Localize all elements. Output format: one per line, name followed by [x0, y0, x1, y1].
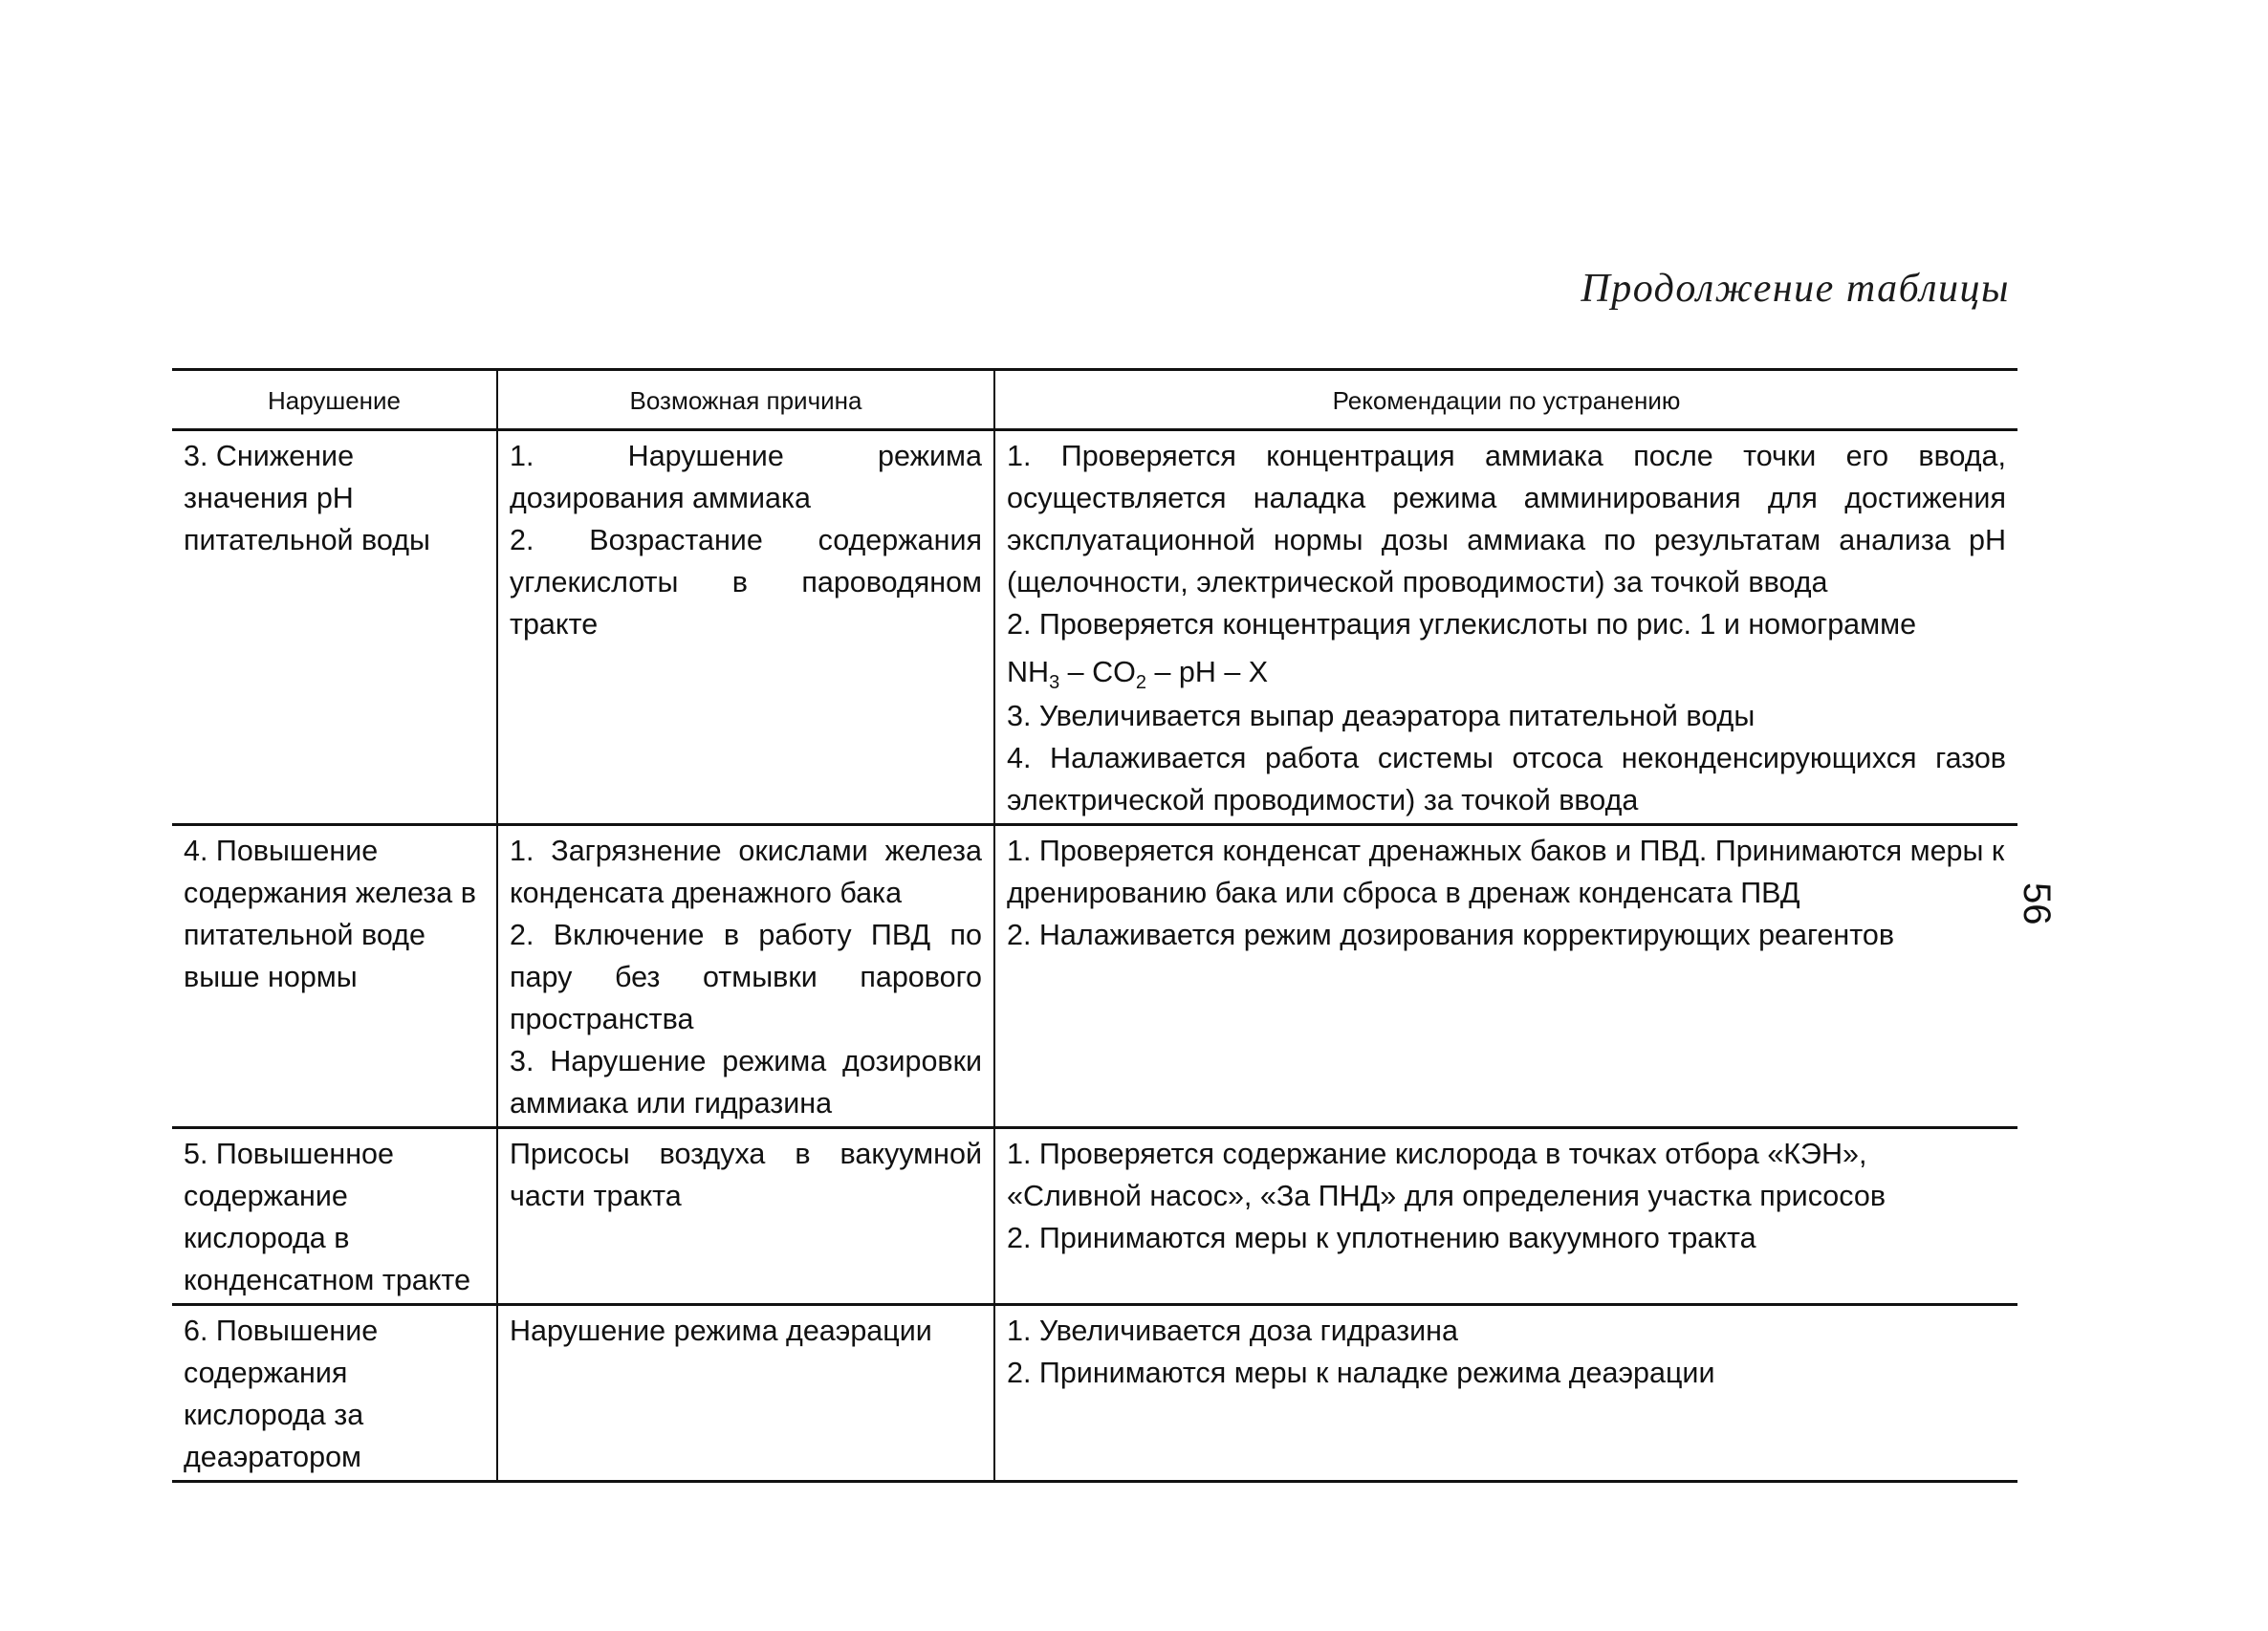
- header-cause: Возможная причина: [497, 370, 994, 430]
- recommendation-cell: [994, 825, 2017, 1128]
- cause-item: Присосы воздуха в вакуумной части тракта: [510, 1138, 982, 1212]
- cause-item: 1. Загрязнение окислами железа конденсата дренажного бака: [510, 835, 982, 909]
- violation-text: 4. Повышение содержания железа в питательной воде выше нормы: [184, 835, 476, 993]
- formula-co-subscript: 2: [1135, 672, 1146, 694]
- violation-text: 6. Повышение содержания кислорода за деаэратором: [184, 1315, 379, 1473]
- recommendation-cell: [994, 1128, 2017, 1305]
- table-row: [172, 1305, 2017, 1482]
- table-continuation-caption: Продолжение таблицы: [1581, 267, 2010, 311]
- formula-nh: NH: [1007, 656, 1050, 688]
- header-recommendations: Рекомендации по устранению: [994, 370, 2017, 430]
- cause-cell: [497, 825, 994, 1128]
- violation-cell: [172, 1305, 497, 1482]
- recommendation-cell: [994, 1305, 2017, 1482]
- recommendation-item: 1. Проверяется концентрация аммиака после точки его ввода, осуществляется наладка режима амминирования для достижения эксплуатационной нормы дозы аммиака по результатам анализа pH (щелочности, электрической проводимости) за точкой ввода: [1007, 440, 2006, 598]
- violation-cell: [172, 1128, 497, 1305]
- table-row: [172, 1128, 2017, 1305]
- violation-text: 3. Снижение значения pH питательной воды: [184, 440, 430, 556]
- table-header-row: [172, 370, 2017, 430]
- recommendation-item: 1. Проверяется содержание кислорода в точках отбора «КЭН», «Сливной насос», «За ПНД» для определения участка присосов: [1007, 1138, 1886, 1212]
- cause-item: 2. Возрастание содержания углекислоты в пароводяном тракте: [510, 524, 982, 641]
- recommendation-item: 2. Принимаются меры к уплотнению вакуумного тракта: [1007, 1222, 1756, 1254]
- table-row: [172, 825, 2017, 1128]
- cause-item: 3. Нарушение режима дозировки аммиака или гидразина: [510, 1045, 982, 1120]
- recommendation-item: 3. Увеличивается выпар деаэратора питательной воды: [1007, 700, 1756, 732]
- recommendation-item: 2. Налаживается режим дозирования корректирующих реагентов: [1007, 919, 1895, 951]
- recommendation-item: 2. Принимаются меры к наладке режима деаэрации: [1007, 1357, 1715, 1389]
- table-row: [172, 430, 2017, 825]
- cause-cell: [497, 1128, 994, 1305]
- violation-cell: [172, 430, 497, 825]
- cause-item: Нарушение режима деаэрации: [510, 1315, 932, 1347]
- recommendation-item: 1. Проверяется конденсат дренажных баков и ПВД. Принимаются меры к дренированию бака или сброса в дренаж конденсата ПВД: [1007, 835, 2005, 909]
- recommendation-item: 1. Увеличивается доза гидразина: [1007, 1315, 1458, 1347]
- header-violation: Нарушение: [172, 370, 497, 430]
- cause-cell: [497, 430, 994, 825]
- formula-nh-subscript: 3: [1049, 672, 1060, 694]
- recommendation-cell: [994, 430, 2017, 825]
- recommendation-item: 4. Налаживается работа системы отсоса неконденсирующихся газов электрической проводимости) за точкой ввода: [1007, 742, 2006, 816]
- formula-co: – CO: [1059, 656, 1136, 688]
- violations-table: [172, 368, 2017, 1483]
- cause-cell: [497, 1305, 994, 1482]
- nomogram-formula: [1007, 651, 2006, 693]
- page-number: 56: [2016, 882, 2058, 925]
- recommendation-item: 2. Проверяется концентрация углекислоты по рис. 1 и номограмме: [1007, 608, 1917, 641]
- violation-text: 5. Повышенное содержание кислорода в конденсатном тракте: [184, 1138, 471, 1296]
- cause-item: 2. Включение в работу ПВД по пару без отмывки парового пространства: [510, 919, 982, 1035]
- formula-rest: – pH – X: [1145, 656, 1269, 688]
- cause-item: 1. Нарушение режима дозирования аммиака: [510, 440, 982, 514]
- violation-cell: [172, 825, 497, 1128]
